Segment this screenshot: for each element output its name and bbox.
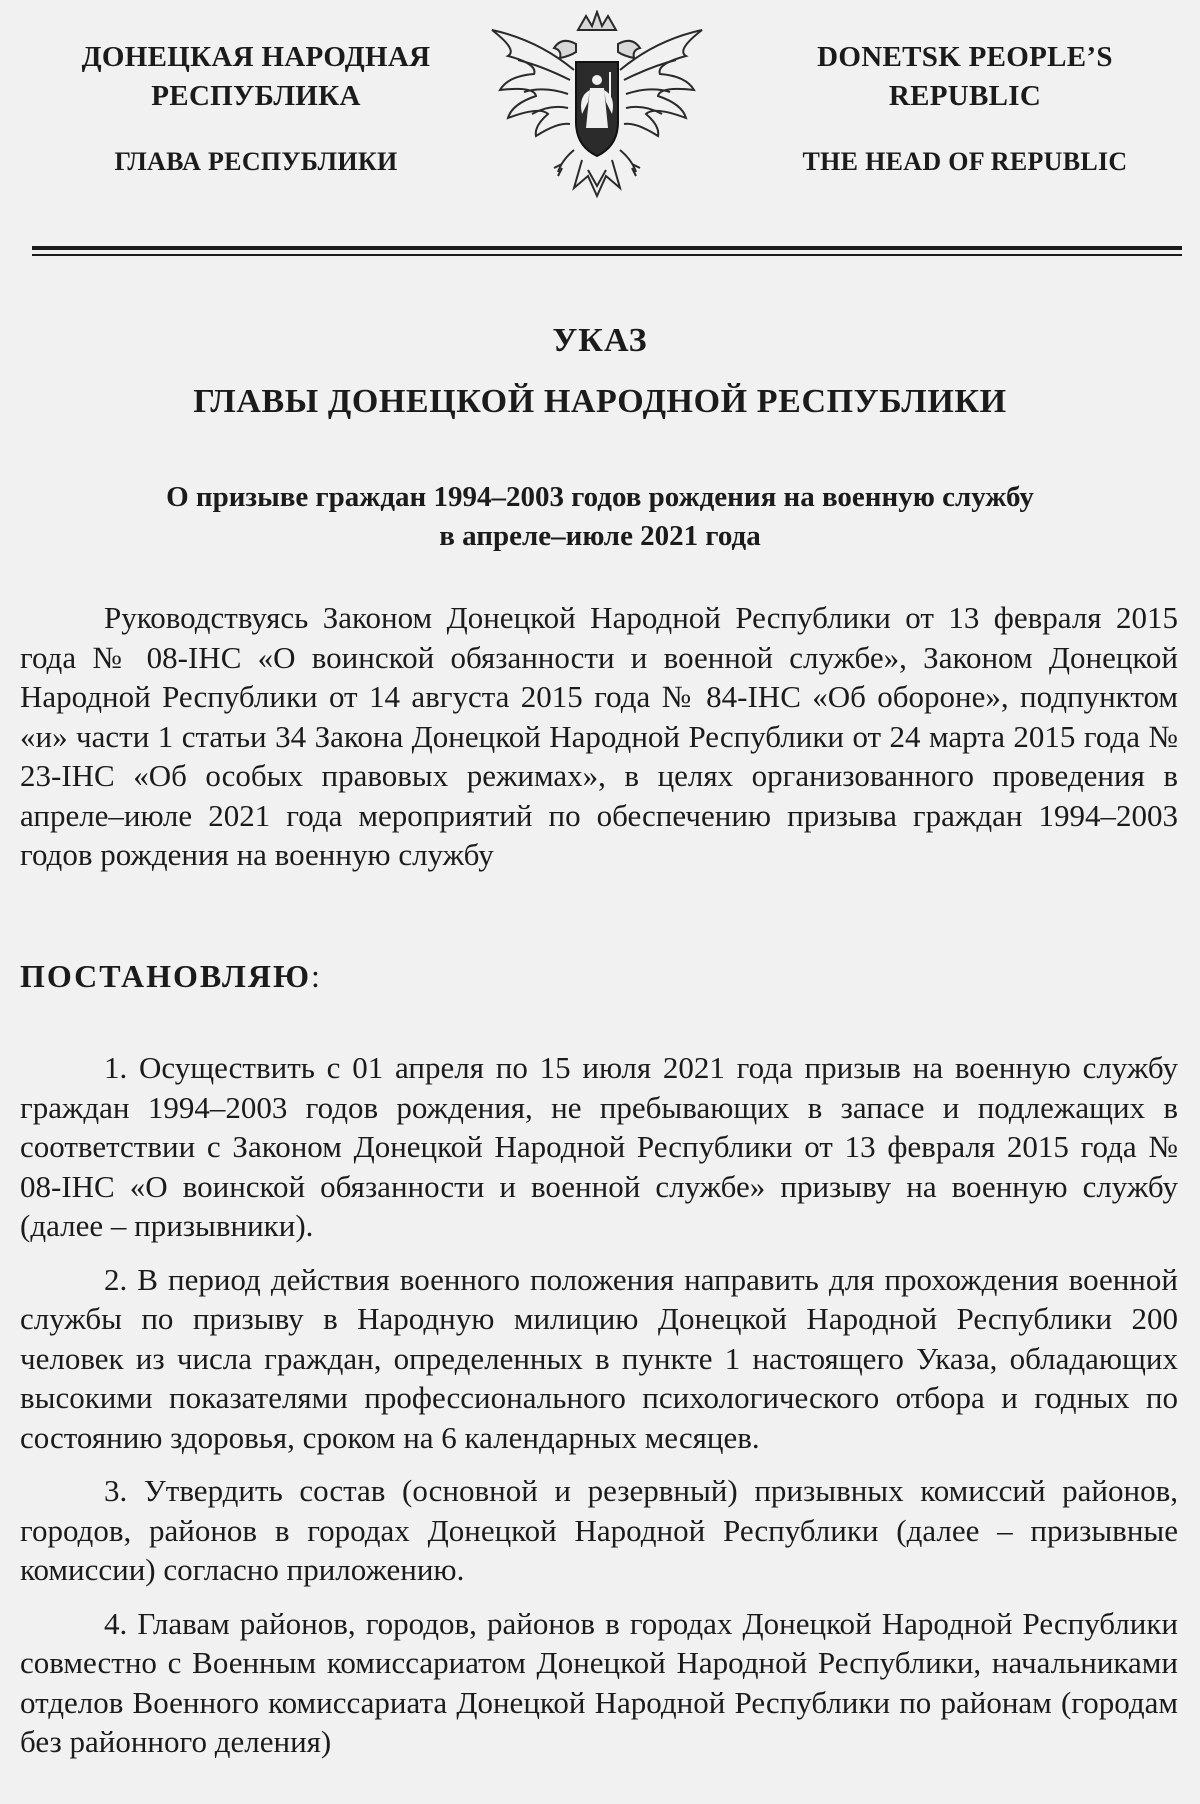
coat-of-arms-icon [478, 10, 716, 200]
decree-colon: : [311, 958, 322, 994]
header-left [36, 38, 476, 181]
decree-item-3: 3. Утвердить состав (основной и резервный) призывных комиссий районов, городов, районов в городах Донецкой Народной Республики (далее – призывные комиссии) согласно приложению. [20, 1473, 1178, 1587]
decree-items [20, 1048, 1178, 1776]
header-divider-thin [32, 254, 1182, 256]
decree-item-4: 4. Главам районов, городов, районов в городах Донецкой Народной Республики совместно с Военным комиссариатом Донецкой Народной Республики, начальниками отделов Военного комиссариата Донецкой Народной Республики по районам (городам без районного деления) [20, 1605, 1178, 1759]
header-left-line2: РЕСПУБЛИКА [151, 80, 361, 112]
header-left-line1: ДОНЕЦКАЯ НАРОДНАЯ [81, 41, 431, 73]
header-right [745, 38, 1185, 181]
preamble-paragraph: Руководствуясь Законом Донецкой Народной Республики от 13 февраля 2015 года № 08-IНС «О воинской обязанности и военной службе», Законом Донецкой Народной Республики от 14 августа 2015 года № 84-IНС «Об обороне», подпунктом «и» части 1 статьи 34 Закона Донецкой Народной Республики от 24 марта 2015 года № 23-IНС «Об особых правовых режимах», в целях организованного проведения в апреле–июле 2021 года мероприятий по обеспечению призыва граждан 1994–2003 годов рождения на военную службу [20, 600, 1178, 872]
subject-line1: О призыве граждан 1994–2003 годов рождения на военную службу [166, 481, 1034, 513]
decree-heading [20, 958, 322, 995]
header-right-line1: DONETSK PEOPLE’S [817, 41, 1113, 73]
header-left-sub: ГЛАВА РЕСПУБЛИКИ [114, 147, 398, 176]
header-divider-thick [32, 246, 1182, 250]
header-right-sub: THE HEAD OF REPUBLIC [802, 147, 1128, 176]
document-issuer: ГЛАВЫ ДОНЕЦКОЙ НАРОДНОЙ РЕСПУБЛИКИ [193, 383, 1007, 420]
decree-item-1: 1. Осуществить с 01 апреля по 15 июля 2021 года призыв на военную службу граждан 1994–2003 годов рождения, не пребывающих в запасе и подлежащих в соответствии с Законом Донецкой Народной Республики от 13 февраля 2015 года № 08-IНС «О воинской обязанности и военной службе» призыву на военную службу (далее – призывники). [20, 1050, 1178, 1243]
header-right-line2: REPUBLIC [888, 80, 1042, 112]
decree-word: ПОСТАНОВЛЯЮ [20, 958, 312, 994]
subject-line2: в апреле–июле 2021 года [439, 520, 761, 552]
document-title: УКАЗ [552, 322, 648, 359]
document-subject [40, 478, 1160, 556]
preamble [20, 598, 1178, 875]
decree-item-2: 2. В период действия военного положения направить для прохождения военной службы по призыву в Народную милицию Донецкой Народной Республики 200 человек из числа граждан, определенных в пункте 1 настоящего Указа, обладающих высокими показателями профессионального психологического отбора и годных по состоянию здоровья, сроком на 6 календарных месяцев. [20, 1261, 1178, 1455]
